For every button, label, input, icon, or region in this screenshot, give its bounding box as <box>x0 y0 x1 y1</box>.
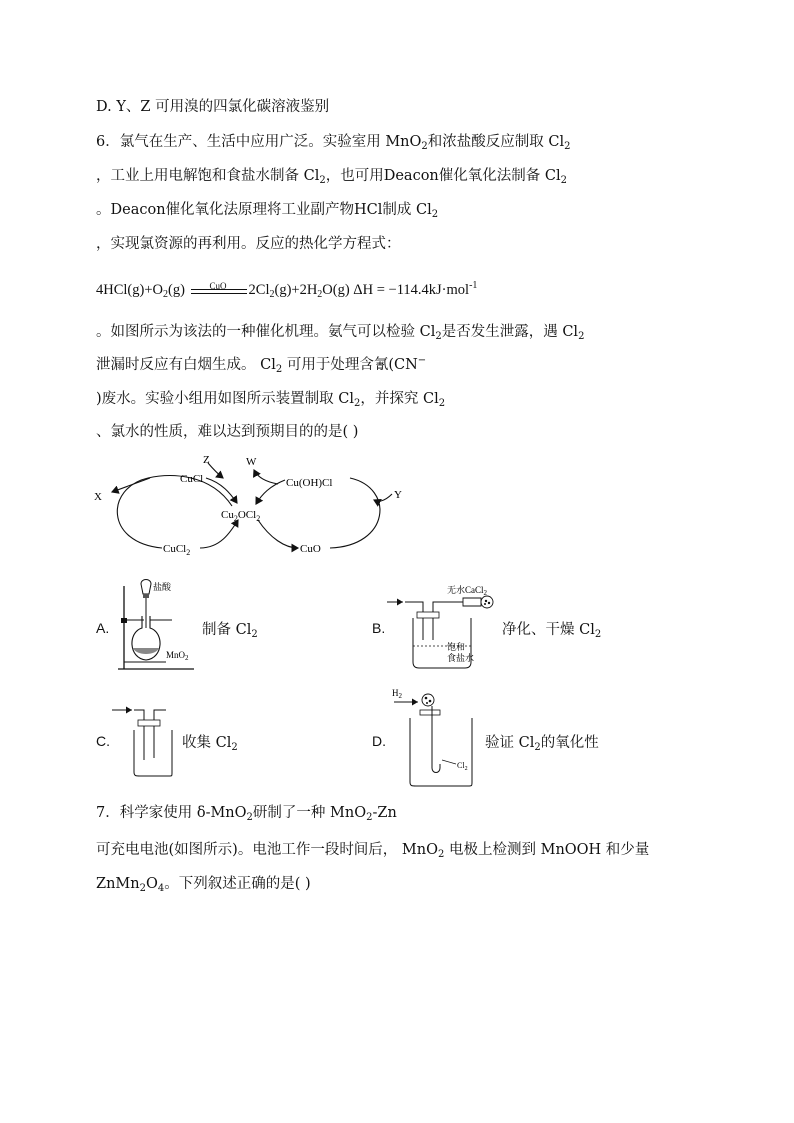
option-a-text: 制备 $Cl_2$ <box>202 622 258 640</box>
option-c-letter: C. <box>96 733 110 749</box>
option-b-apparatus <box>385 584 497 672</box>
catalyst-label: CuO <box>209 280 227 291</box>
svg-text:H2: $H_2$ <box>392 688 402 700</box>
cycle-node-cuo: CuO <box>300 543 321 555</box>
q7-line-1: 7．科学家使用 δ-MnO$_2$研制了一种 MnO$_2$-Zn <box>96 805 397 823</box>
q6-line-6: 。如图所示为该法的一种催化机理。氨气可以检验 $Cl_2$是否发生泄露，遇 $Cl_2$ <box>96 324 585 342</box>
option-a-apparatus <box>116 576 201 676</box>
q7-line-2: 可充电电池(如图所示)。电池工作一段时间后， MnO$_2$ 电极上检测到 MnOOH 和少量 <box>96 842 650 860</box>
q6-line-8: )废水。实验小组用如图所示装置制取 $Cl_2$，并探究 $Cl_2$ <box>96 391 446 409</box>
q6-line-3: 。Deacon催化氧化法原理将工业副产物HCl制成 $Cl_2$ <box>96 202 439 220</box>
q5-option-d: D. Y、Z 可用溴的四氯化碳溶液鉴别 <box>96 99 330 115</box>
option-c-apparatus <box>110 700 182 780</box>
option-d-apparatus <box>388 684 480 788</box>
thermochemical-equation: $4HCl(g)+O_2(g)$ CuO $2Cl_2(g)+2H_2O(g) \Delta H = -114.4kJ\cdot mol^{-1}$ <box>96 280 477 300</box>
cycle-label-x: X <box>94 491 102 503</box>
cycle-node-cucl: CuCl <box>180 473 204 485</box>
cucl-to-cu2ocl2-arrow <box>206 478 237 503</box>
catalytic-cycle-diagram <box>90 448 420 568</box>
q6-line-2: ，工业上用电解饱和食盐水制备 $Cl_2$，也可用Deacon催化氧化法制备 $Cl_2$ <box>96 168 567 186</box>
option-b-text: 净化、干燥 $Cl_2$ <box>502 622 602 640</box>
cycle-node-cu2ocl2: $Cu_2OCl_2$ <box>221 509 261 523</box>
w-output-arrow <box>254 470 278 484</box>
svg-text:MnO2: MnO$_2$ <box>166 650 189 662</box>
q6-line-4: ，实现氯资源的再利用。反应的热化学方程式： <box>96 236 401 252</box>
option-c-text: 收集 $Cl_2$ <box>182 735 238 753</box>
cycle-label-z: Z <box>203 454 210 466</box>
equilibrium-equals-sign <box>189 280 249 298</box>
option-d-letter: D. <box>372 733 386 749</box>
cycle-label-w: W <box>246 456 257 468</box>
option-a-letter: A. <box>96 620 110 636</box>
svg-text:无水CaCl2: 无水CaCl$_2$ <box>447 585 488 597</box>
option-b-letter: B. <box>372 620 386 636</box>
x-output-arrow <box>112 478 150 492</box>
z-input-arrow <box>208 463 223 478</box>
svg-text:Cl2: $Cl_2$ <box>457 761 468 772</box>
svg-text:饱和: 饱和 <box>447 642 466 652</box>
cycle-node-cuohcl: Cu(OH)Cl <box>286 477 333 489</box>
q6-line-9: 、氯水的性质，难以达到预期目的的是( ) <box>96 424 359 440</box>
q6-line-7: 泄漏时反应有白烟生成。 $Cl_2$ 可用于处理含氰(CN− <box>96 355 427 375</box>
cuohcl-to-cu2ocl2-arrow <box>256 480 285 504</box>
cycle-arc-left <box>117 478 162 548</box>
cycle-label-y: Y <box>394 489 402 501</box>
cycle-arc-bottom-left <box>200 520 238 548</box>
cycle-arc-bottom-right <box>258 520 298 548</box>
q7-line-3: $ZnMn_2O_4$。下列叙述正确的是( ) <box>96 876 311 894</box>
cycle-arc-right <box>330 478 380 548</box>
svg-text:食盐水: 食盐水 <box>447 653 475 663</box>
option-d-text: 验证 $Cl_2$的氧化性 <box>485 735 599 753</box>
svg-text:盐酸: 盐酸 <box>153 582 172 592</box>
cycle-node-cucl2: CuCl$_2$ <box>163 543 191 557</box>
q6-line-1: 6．氯气在生产、生活中应用广泛。实验室用 MnO$_2$和浓盐酸反应制取 $Cl_2$ <box>96 134 571 152</box>
